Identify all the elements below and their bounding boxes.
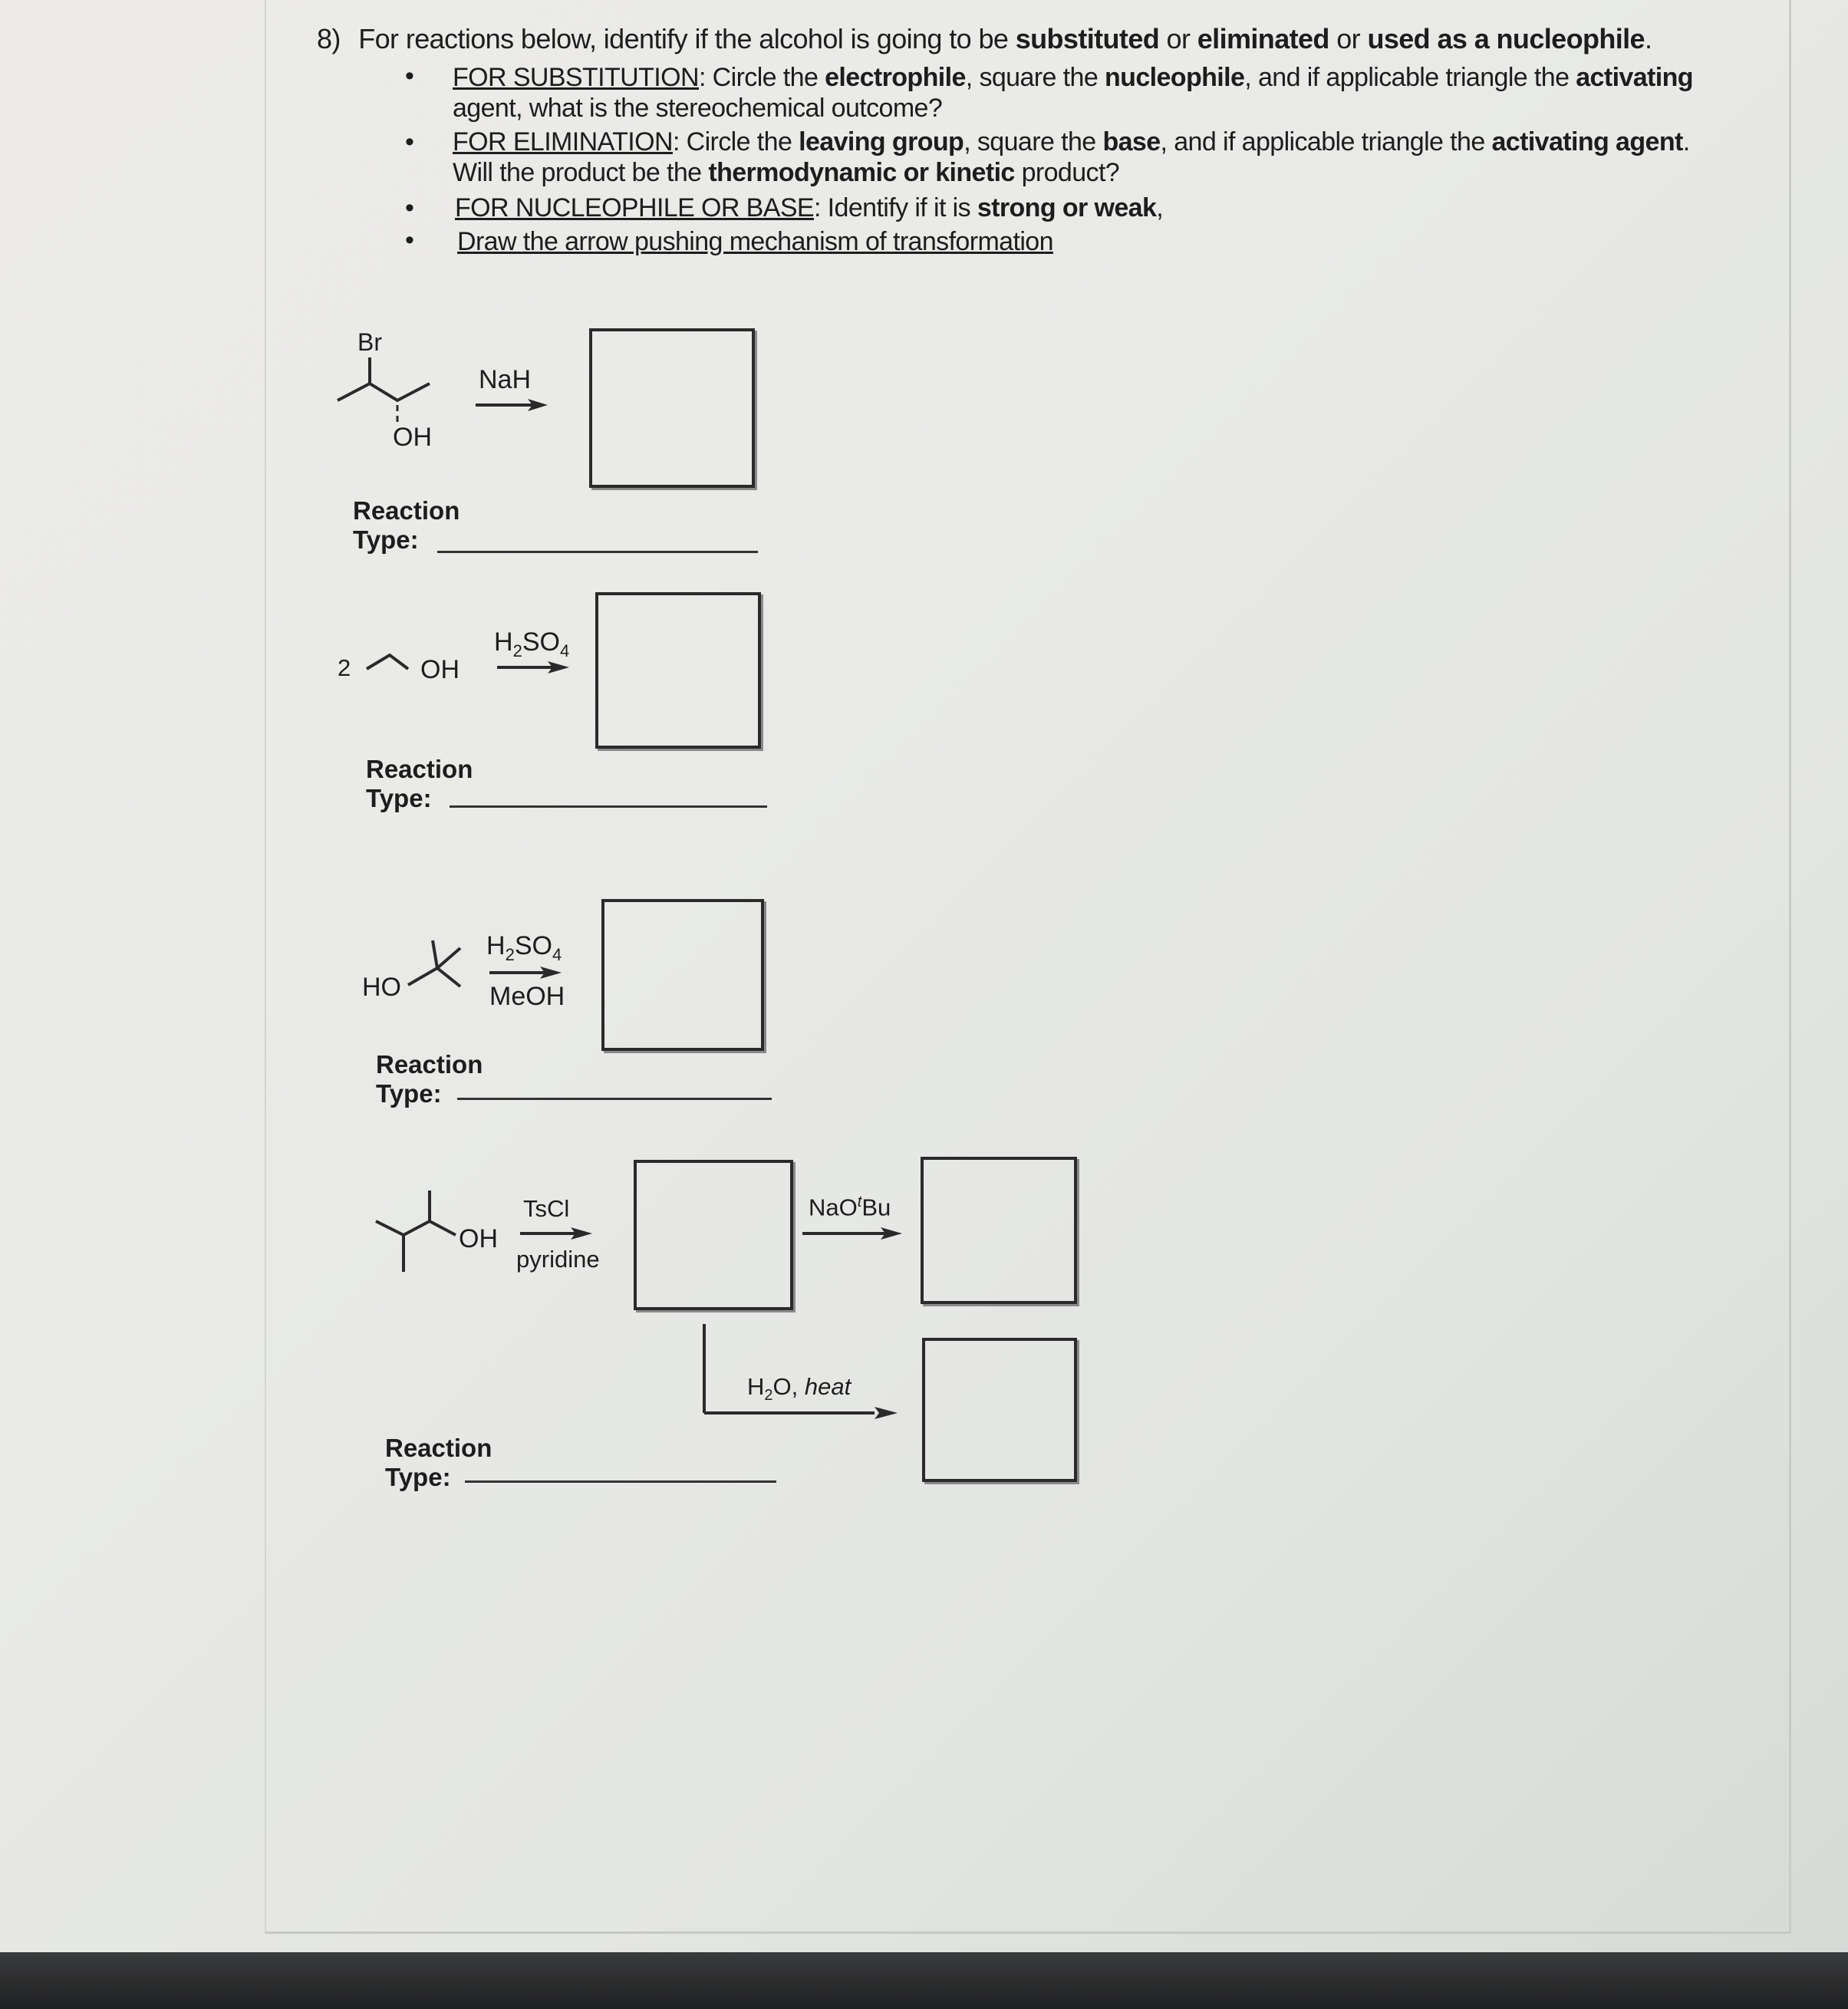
r4-structure xyxy=(373,1181,465,1281)
elimination-line-1 xyxy=(453,127,1690,157)
r3-reagent-top xyxy=(486,931,562,965)
r3-reagent-sub4: 4 xyxy=(552,944,562,964)
r3-type-label-1: Reaction xyxy=(376,1050,483,1079)
r4-type-label xyxy=(385,1434,492,1492)
r1-type-label-2: Type: xyxy=(353,525,419,554)
r2-reagent-sub4: 4 xyxy=(559,641,570,660)
r4-reagent3-sub: 2 xyxy=(764,1387,773,1405)
r3-type-label-2: Type: xyxy=(376,1079,442,1108)
r3-arrow xyxy=(488,965,565,980)
nucleophile-line xyxy=(455,193,1163,223)
r4-product-box-2[interactable] xyxy=(922,1338,1077,1482)
r4-reagent-bottom: pyridine xyxy=(516,1246,600,1273)
desk-edge xyxy=(0,1952,1848,2009)
bullet-dot-1: • xyxy=(405,61,414,91)
r2-type-blank[interactable] xyxy=(450,805,767,808)
r2-reagent xyxy=(494,627,569,661)
r3-reagent-so: SO xyxy=(514,931,552,960)
r4-reagent2-a: NaO xyxy=(809,1194,858,1221)
substitution-lead: FOR SUBSTITUTION xyxy=(453,63,699,92)
r1-product-box[interactable] xyxy=(589,328,755,488)
r3-product-box[interactable] xyxy=(601,899,764,1051)
r3-structure xyxy=(402,934,471,996)
substitution-text: : Circle the electrophile, square the nucleophile, and if applicable triangle the activating xyxy=(698,63,1693,92)
r2-product-box[interactable] xyxy=(595,592,761,749)
r4-type-blank[interactable] xyxy=(465,1480,776,1483)
r4-reagent-3 xyxy=(747,1373,851,1405)
r1-type-blank[interactable] xyxy=(437,551,758,553)
r1-type-label xyxy=(353,496,460,555)
r3-reagent-sub2: 2 xyxy=(505,944,515,964)
r4-arrow-1 xyxy=(519,1226,595,1241)
r4-reagent-2 xyxy=(809,1194,891,1221)
r4-reagent3-h: H xyxy=(747,1373,765,1400)
substitution-line-2: agent, what is the stereochemical outcome? xyxy=(453,94,943,123)
elimination-lead: FOR ELIMINATION xyxy=(453,127,673,156)
question-header xyxy=(317,23,1652,55)
r4-oh-label: OH xyxy=(459,1224,498,1253)
r1-br-label: Br xyxy=(357,328,382,356)
question-number: 8) xyxy=(317,23,341,54)
r3-type-blank[interactable] xyxy=(457,1098,772,1100)
r1-type-label-1: Reaction xyxy=(353,496,460,525)
r2-type-label-2: Type: xyxy=(366,784,432,812)
nucleophile-text: : Identify if it is strong or weak, xyxy=(813,193,1164,222)
r4-reagent-top: TsCl xyxy=(523,1195,570,1222)
r1-arrow xyxy=(474,397,551,413)
r2-type-label xyxy=(366,755,473,813)
elimination-line-2: Will the product be the thermodynamic or kinetic product? xyxy=(453,158,1120,187)
question-prompt: For reactions below, identify if the alcohol is going to be substituted or eliminated or used as a nucleophile. xyxy=(358,23,1652,54)
bullet-dot-2: • xyxy=(405,127,414,156)
r1-oh-label: OH xyxy=(393,423,432,452)
r4-type-label-2: Type: xyxy=(385,1463,451,1491)
r3-reagent-bottom: MeOH xyxy=(489,982,565,1011)
r2-reagent-sub2: 2 xyxy=(512,641,522,660)
r4-product-box-1[interactable] xyxy=(921,1157,1077,1304)
r4-type-label-1: Reaction xyxy=(385,1434,492,1462)
r4-reagent3-o: O, xyxy=(772,1373,805,1400)
r2-reagent-so: SO xyxy=(522,627,560,657)
r2-oh-label: OH xyxy=(420,655,460,684)
elimination-text: : Circle the leaving group, square the base, and if applicable triangle the activating agent. xyxy=(672,127,1690,156)
r2-arrow xyxy=(496,660,572,675)
bullet-dot-3: • xyxy=(405,193,414,222)
r3-ho-label: HO xyxy=(362,973,401,1002)
r2-reagent-h: H xyxy=(494,627,513,657)
mechanism-line: Draw the arrow pushing mechanism of transformation xyxy=(457,227,1053,256)
r3-reagent-h: H xyxy=(486,931,506,960)
r4-reagent2-b: Bu xyxy=(861,1194,891,1221)
r2-coefficient: 2 xyxy=(338,654,351,681)
r4-arrow-2 xyxy=(801,1226,908,1241)
r4-reagent2-sup: t xyxy=(857,1194,862,1210)
r4-intermediate-box[interactable] xyxy=(634,1160,793,1310)
nucleophile-lead: FOR NUCLEOPHILE OR BASE xyxy=(455,193,814,222)
r2-type-label-1: Reaction xyxy=(366,755,473,783)
r2-structure xyxy=(364,650,425,681)
r1-reagent: NaH xyxy=(479,365,532,394)
bullet-dot-4: • xyxy=(405,226,414,255)
substitution-line-1 xyxy=(453,63,1693,93)
r4-reagent3-heat: heat xyxy=(804,1373,852,1400)
